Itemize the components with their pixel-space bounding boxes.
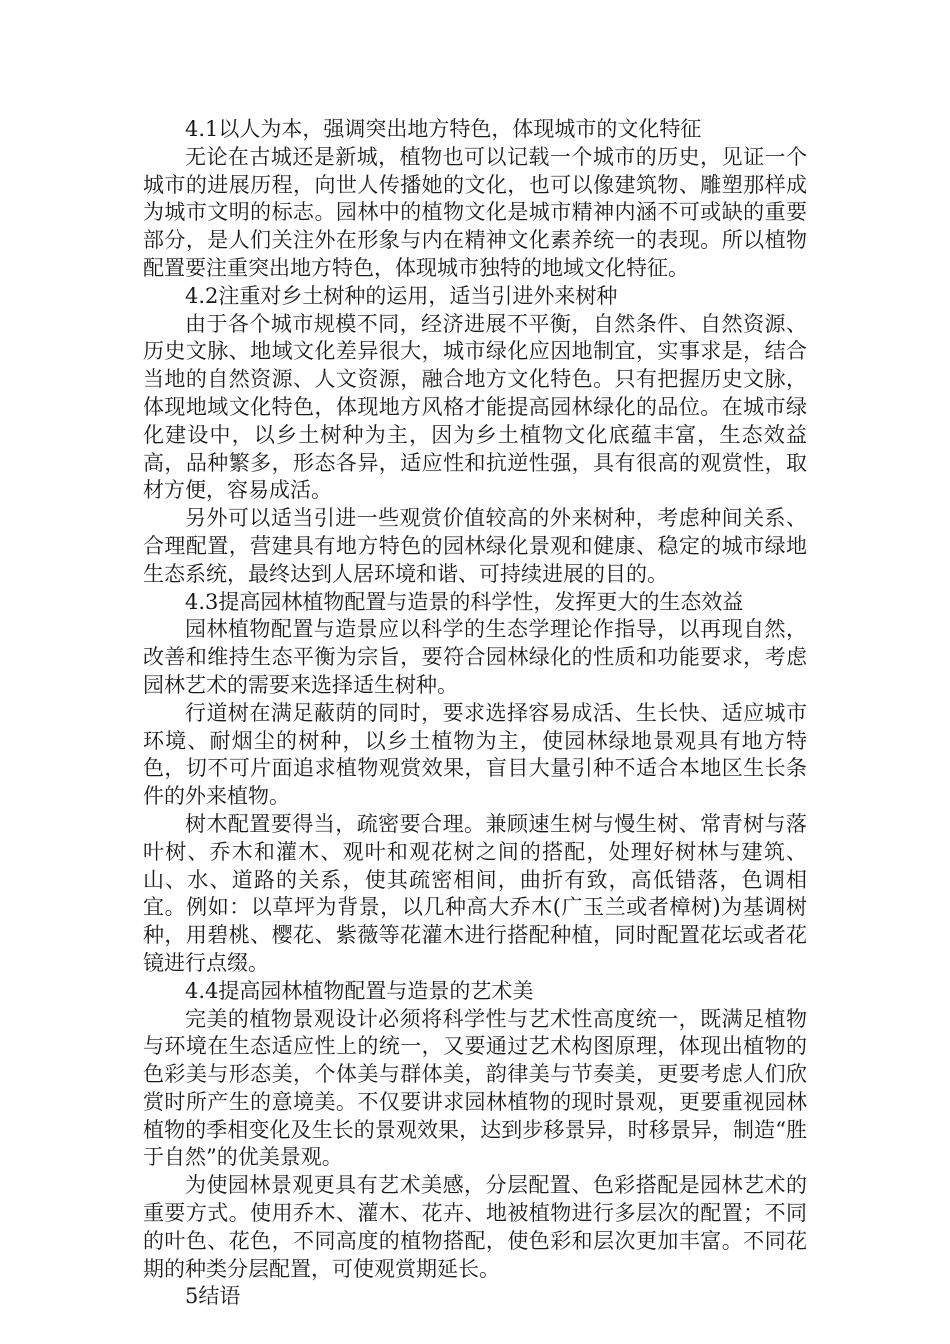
document-body <box>143 116 807 1311</box>
paragraph: 为使园林景观更具有艺术美感，分层配置、色彩搭配是园林艺术的重要方式。使用乔木、灌木、花卉、地被植物进行多层次的配置；不同的叶色、花色，不同高度的植物搭配，使色彩和层次更加丰富。不同花期的种类分层配置，可使观赏期延长。 <box>143 1173 807 1281</box>
paragraph: 由于各个城市规模不同，经济进展不平衡，自然条件、自然资源、历史文脉、地域文化差异很大，城市绿化应因地制宜，实事求是，结合当地的自然资源、人文资源，融合地方文化特色。只有把握历史文脉，体现地域文化特色，体现地方风格才能提高园林绿化的品位。在城市绿化建设中，以乡土树种为主，因为乡土植物文化底蕴丰富，生态效益高，品种繁多，形态各异，适应性和抗逆性强，具有很高的观赏性，取材方便，容易成活。 <box>143 311 807 503</box>
paragraph: 另外可以适当引进一些观赏价值较高的外来树种，考虑种间关系、合理配置，营建具有地方特色的园林绿化景观和健康、稳定的城市绿地生态系统，最终达到人居环境和谐、可持续进展的目的。 <box>143 506 807 586</box>
section-heading-4-3: 4.3提高园林植物配置与造景的科学性，发挥更大的生态效益 <box>185 589 744 614</box>
paragraph: 无论在古城还是新城，植物也可以记载一个城市的历史，见证一个城市的进展历程，向世人传播她的文化，也可以像建筑物、雕塑那样成为城市文明的标志。园林中的植物文化是城市精神内涵不可或缺的重要部分，是人们关注外在形象与内在精神文化素养统一的表现。所以植物配置要注重突出地方特色，体现城市独特的地域文化特征。 <box>143 144 807 280</box>
paragraph: 完美的植物景观设计必须将科学性与艺术性高度统一，既满足植物与环境在生态适应性上的统一，又要通过艺术构图原理，体现出植物的色彩美与形态美，个体美与群体美，韵律美与节奏美，更要考虑人们欣赏时所产生的意境美。不仅要讲求园林植物的现时景观，更要重视园林植物的季相变化及生长的景观效果，达到步移景异，时移景异，制造“胜于自然”的优美景观。 <box>143 1006 807 1170</box>
section-heading-4-4: 4.4提高园林植物配置与造景的艺术美 <box>185 978 534 1003</box>
section-heading-5: 5结语 <box>185 1284 241 1309</box>
paragraph: 树木配置要得当，疏密要合理。兼顾速生树与慢生树、常青树与落叶树、乔木和灌木、观叶和观花树之间的搭配，处理好树林与建筑、山、水、道路的关系，使其疏密相间，曲折有致，高低错落，色调相宜。例如：以草坪为背景，以几种高大乔木(广玉兰或者樟树)为基调树种，用碧桃、樱花、紫薇等花灌木进行搭配种植，同时配置花坛或者花镜进行点缀。 <box>143 811 807 975</box>
section-heading-4-1: 4.1以人为本，强调突出地方特色，体现城市的文化特征 <box>185 117 702 141</box>
section-heading-4-2: 4.2注重对乡土树种的运用，适当引进外来树种 <box>185 283 618 308</box>
paragraph: 园林植物配置与造景应以科学的生态学理论作指导，以再现自然，改善和维持生态平衡为宗旨，要符合园林绿化的性质和功能要求，考虑园林艺术的需要来选择适生树种。 <box>143 617 807 697</box>
paragraph: 行道树在满足蔽荫的同时，要求选择容易成活、生长快、适应城市环境、耐烟尘的树种，以乡土植物为主，使园林绿地景观具有地方特色，切不可片面追求植物观赏效果，盲目大量引种不适合本地区生长条件的外来植物。 <box>143 700 807 809</box>
